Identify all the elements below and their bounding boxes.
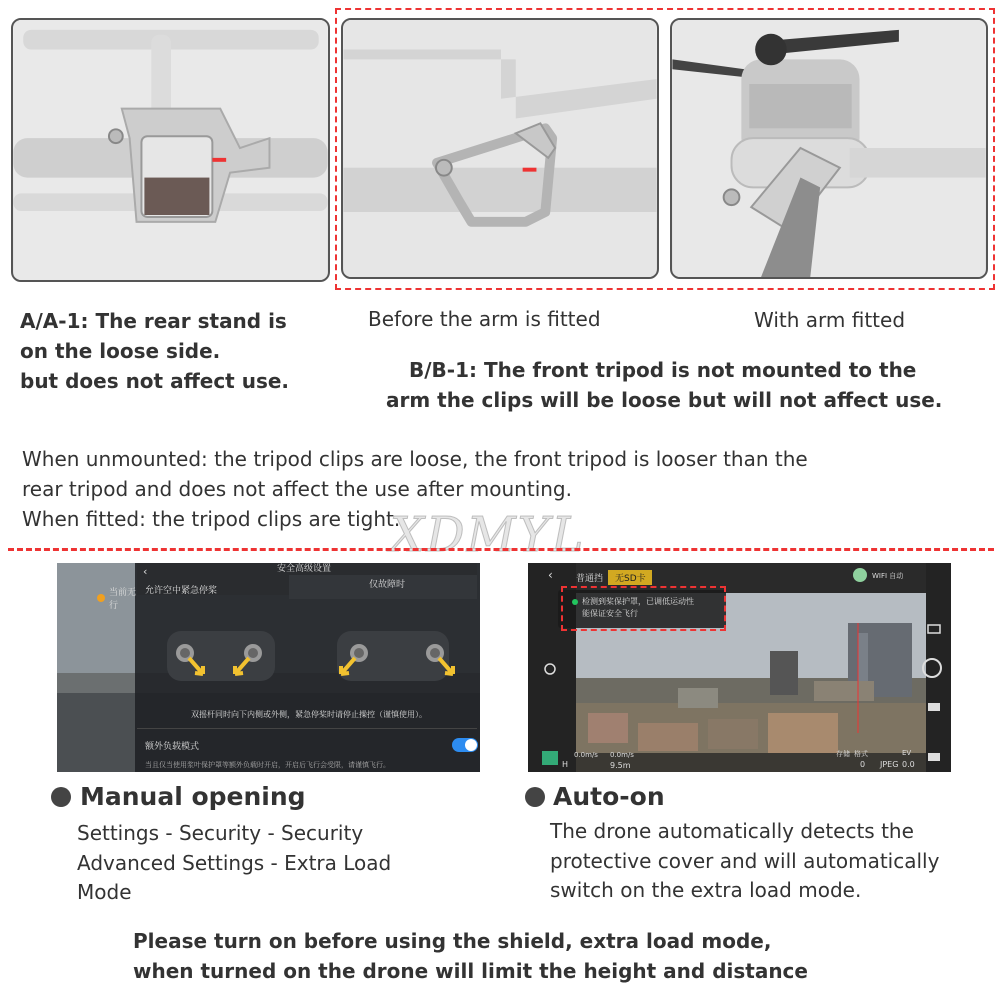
settings-title: 安全高级设置 xyxy=(277,564,332,574)
sd-card-status: 无SD卡 xyxy=(615,574,646,584)
footer-line1: Please turn on before using the shield, extra load mode, xyxy=(133,929,772,953)
flight-mode: 普通挡 xyxy=(576,574,604,584)
auto-line1: The drone automatically detects the xyxy=(550,819,914,843)
note-line2: rear tripod and does not affect the use after mounting. xyxy=(22,477,572,501)
back-icon[interactable]: ‹ xyxy=(143,565,148,578)
caption-b-line2: arm the clips will be loose but will not affect use. xyxy=(386,388,943,412)
storage-label: 存储 xyxy=(836,750,850,758)
option-fault-only[interactable]: 仅故障时 xyxy=(369,580,406,590)
jpeg-format: JPEG xyxy=(880,760,899,769)
manual-line1: Settings - Security - Security xyxy=(77,821,364,845)
height-readout: 9.5m xyxy=(610,761,631,770)
caption-b-line1: B/B-1: The front tripod is not mounted to the xyxy=(409,358,917,382)
caption-before-fitted: Before the arm is fitted xyxy=(368,307,601,331)
watermark: XDMYL xyxy=(390,507,586,563)
manual-line2: Advanced Settings - Extra Load xyxy=(77,851,392,875)
bullet-icon xyxy=(525,787,545,807)
extra-load-toggle[interactable] xyxy=(452,738,478,752)
photo-before-fitted xyxy=(341,18,659,279)
caption-a-line3: but does not affect use. xyxy=(20,369,290,393)
format-label: 格式 xyxy=(854,750,868,758)
home-label: H xyxy=(562,760,569,769)
manual-heading: Manual opening xyxy=(80,782,306,811)
ev-value: 0.0 xyxy=(902,760,915,769)
stick-hint: 双摇杆同时向下内侧或外侧，紧急停桨时请停止操控（谨慎使用）。 xyxy=(191,710,427,719)
bullet-icon xyxy=(51,787,71,807)
section-divider xyxy=(8,548,994,551)
screen-auto-detect xyxy=(528,563,951,772)
vertical-speed: 0.0m/s xyxy=(610,751,634,759)
ev-label: EV xyxy=(902,749,912,757)
note-line3: When fitted: the tripod clips are tight. xyxy=(22,507,401,531)
side-status-label: 当前无 xyxy=(109,588,137,598)
manual-line3: Mode xyxy=(77,880,132,904)
photo-rear-stand xyxy=(11,18,330,282)
side-status-label2: 行 xyxy=(109,601,119,611)
front-tripod-fitted-photo-icon xyxy=(672,20,986,277)
alert-line2: 能保证安全飞行 xyxy=(582,609,638,618)
note-line1: When unmounted: the tripod clips are loose, the front tripod is looser than the xyxy=(22,447,808,471)
rear-stand-clip-photo-icon xyxy=(13,20,328,280)
screen-manual-settings xyxy=(57,563,480,772)
back-icon[interactable]: ‹ xyxy=(548,568,553,582)
footer-line2: when turned on the drone will limit the height and distance xyxy=(133,959,808,983)
extra-load-description: 当且仅当使用浆叶保护罩等额外负载时开启，开启后飞行会受限，请谨慎飞行。 xyxy=(145,761,390,769)
auto-heading: Auto-on xyxy=(553,782,665,811)
caption-a-line2: on the loose side. xyxy=(20,339,221,363)
front-tripod-unfitted-photo-icon xyxy=(343,20,657,277)
horizontal-speed: 0.0m/s xyxy=(574,751,598,759)
auto-line3: switch on the extra load mode. xyxy=(550,878,862,902)
caption-a-line1: A/A-1: The rear stand is xyxy=(20,309,287,333)
caption-with-arm-fitted: With arm fitted xyxy=(754,308,906,332)
auto-line2: protective cover and will automatically xyxy=(550,849,940,873)
option-emergency-stop[interactable]: 允许空中紧急停桨 xyxy=(145,586,218,596)
alert-line1: 检测到桨保护罩，已调低运动性 xyxy=(582,597,694,606)
storage-count: 0 xyxy=(860,760,866,769)
wifi-status: WIFI 自动 xyxy=(872,572,904,580)
extra-load-label: 额外负载模式 xyxy=(145,742,200,752)
photo-with-arm-fitted xyxy=(670,18,988,279)
